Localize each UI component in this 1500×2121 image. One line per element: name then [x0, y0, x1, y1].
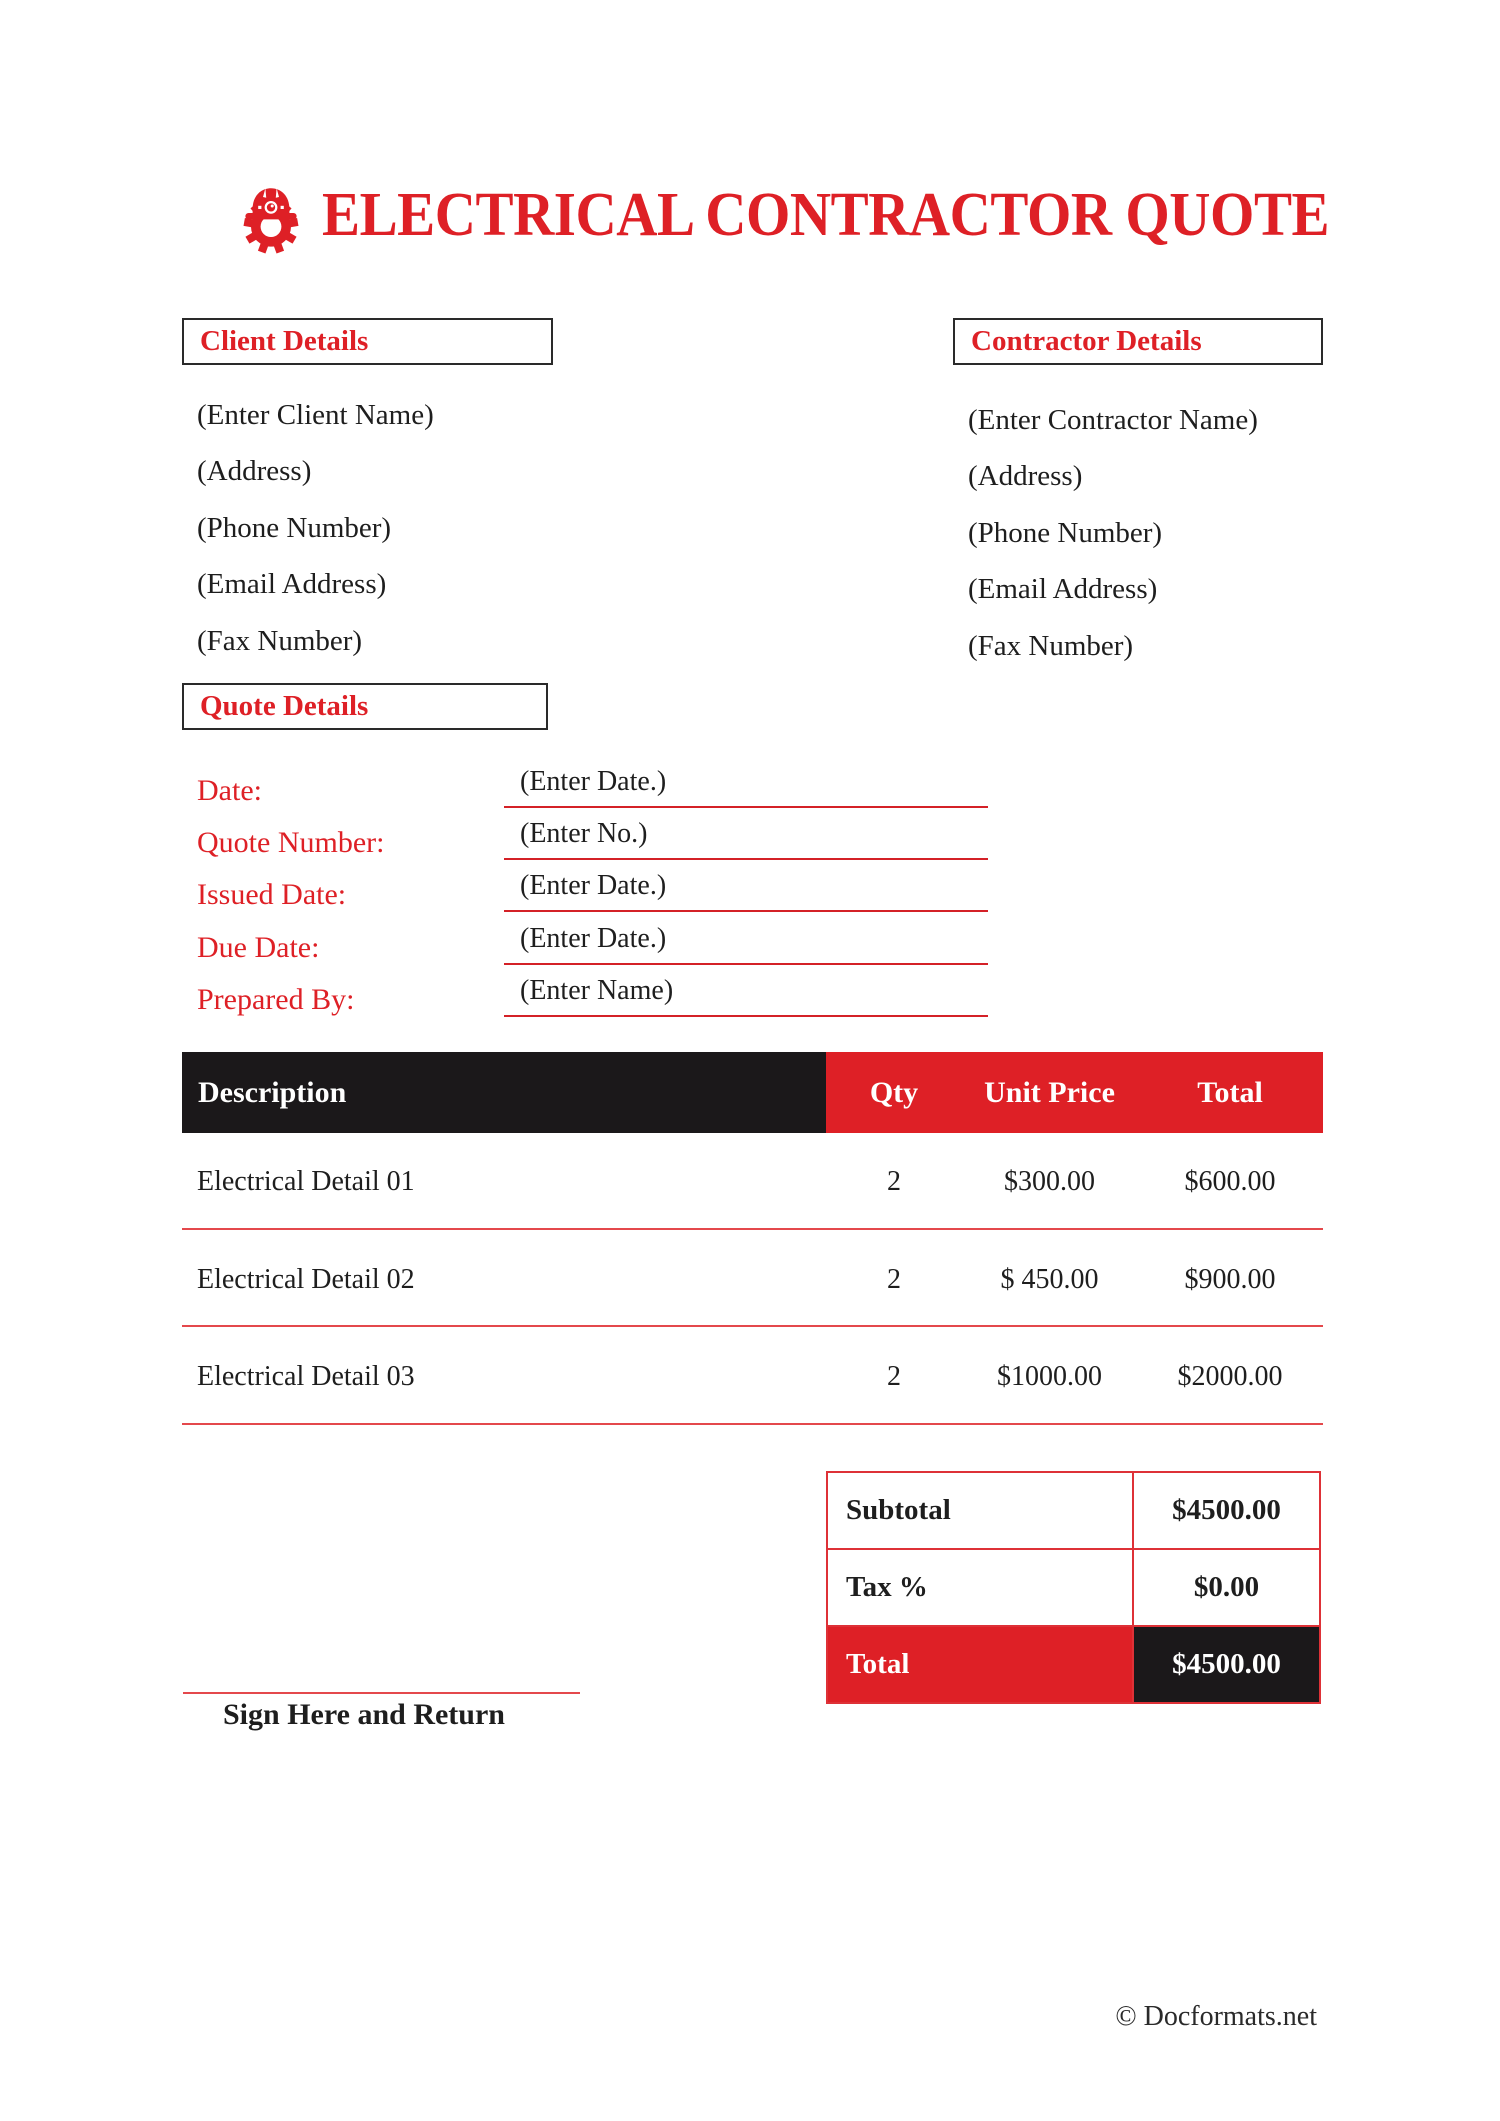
tax-value: $0.00: [1132, 1550, 1319, 1625]
due-date-input[interactable]: (Enter Date.): [520, 923, 667, 954]
due-date-label: Due Date:: [197, 931, 320, 964]
tax-label: Tax %: [828, 1550, 1132, 1625]
subtotal-label: Subtotal: [828, 1473, 1132, 1548]
quote-field-issued-date: [0, 866, 1100, 918]
row-separator: [182, 1228, 1323, 1230]
hardhat-gear-icon: [231, 175, 311, 259]
signature-line[interactable]: [183, 1692, 580, 1694]
client-phone-field[interactable]: (Phone Number): [197, 511, 392, 544]
contractor-fax-field[interactable]: (Fax Number): [968, 629, 1134, 662]
prepared-by-input[interactable]: (Enter Name): [520, 975, 674, 1006]
footer-copyright: © Docformats.net: [1115, 2001, 1317, 2032]
header-qty: Qty: [826, 1052, 962, 1133]
contractor-details-heading-label: Contractor Details: [971, 325, 1202, 357]
header-description: Description: [182, 1052, 826, 1133]
row-qty: 2: [887, 1264, 901, 1295]
quote-number-underline: [504, 858, 988, 860]
row-unit-price: $300.00: [1004, 1166, 1095, 1197]
items-table-header: [182, 1052, 1323, 1133]
row-separator: [182, 1423, 1323, 1425]
contractor-name-field[interactable]: (Enter Contractor Name): [968, 403, 1258, 436]
header-total: Total: [1137, 1052, 1323, 1133]
issued-date-input[interactable]: (Enter Date.): [520, 870, 667, 901]
grand-total-row: [828, 1627, 1319, 1702]
grand-total-value: $4500.00: [1132, 1627, 1319, 1702]
issued-date-label: Issued Date:: [197, 878, 347, 911]
signature-label: Sign Here and Return: [223, 1698, 505, 1731]
prepared-by-label: Prepared By:: [197, 983, 355, 1016]
quote-field-due-date: [0, 919, 1100, 971]
quote-field-prepared-by: [0, 971, 1100, 1023]
client-details-list: [197, 387, 434, 670]
subtotal-row: [828, 1473, 1319, 1550]
client-name-field[interactable]: (Enter Client Name): [197, 398, 434, 431]
row-total: $600.00: [1184, 1166, 1276, 1197]
issued-date-underline: [504, 910, 988, 912]
table-row: [182, 1162, 1323, 1202]
client-details-heading: [182, 318, 553, 365]
client-details-heading-label: Client Details: [200, 325, 369, 357]
quote-details-heading-label: Quote Details: [200, 690, 369, 722]
client-address-field[interactable]: (Address): [197, 455, 312, 488]
table-row: [182, 1357, 1323, 1397]
row-total: $2000.00: [1177, 1361, 1283, 1392]
subtotal-value: $4500.00: [1132, 1473, 1319, 1548]
due-date-underline: [504, 963, 988, 965]
contractor-email-field[interactable]: (Email Address): [968, 573, 1158, 606]
client-fax-field[interactable]: (Fax Number): [197, 624, 363, 657]
row-description: Electrical Detail 01: [197, 1166, 415, 1197]
quote-field-date: [0, 762, 1100, 814]
tax-row: [828, 1550, 1319, 1627]
date-label: Date:: [197, 774, 262, 807]
row-qty: 2: [887, 1361, 901, 1392]
contractor-phone-field[interactable]: (Phone Number): [968, 516, 1163, 549]
grand-total-label: Total: [828, 1627, 1132, 1702]
quote-field-number: [0, 814, 1100, 866]
quote-details-heading: [182, 683, 548, 730]
row-separator: [182, 1325, 1323, 1327]
table-row: [182, 1260, 1323, 1300]
contractor-details-heading: [953, 318, 1323, 365]
row-description: Electrical Detail 02: [197, 1264, 415, 1295]
quote-number-label: Quote Number:: [197, 826, 385, 859]
row-description: Electrical Detail 03: [197, 1361, 415, 1392]
client-email-field[interactable]: (Email Address): [197, 568, 387, 601]
date-input[interactable]: (Enter Date.): [520, 766, 667, 797]
totals-table: [826, 1471, 1321, 1704]
row-unit-price: $1000.00: [997, 1361, 1102, 1392]
header-unit-price: Unit Price: [962, 1052, 1137, 1133]
quote-number-input[interactable]: (Enter No.): [520, 818, 648, 849]
row-total: $900.00: [1184, 1264, 1276, 1295]
row-qty: 2: [887, 1166, 901, 1197]
date-underline: [504, 806, 988, 808]
contractor-address-field[interactable]: (Address): [968, 460, 1083, 493]
row-unit-price: $ 450.00: [1000, 1264, 1099, 1295]
page-title: ELECTRICAL CONTRACTOR QUOTE: [322, 181, 1330, 249]
contractor-details-list: [968, 392, 1258, 675]
prepared-by-underline: [504, 1015, 988, 1017]
